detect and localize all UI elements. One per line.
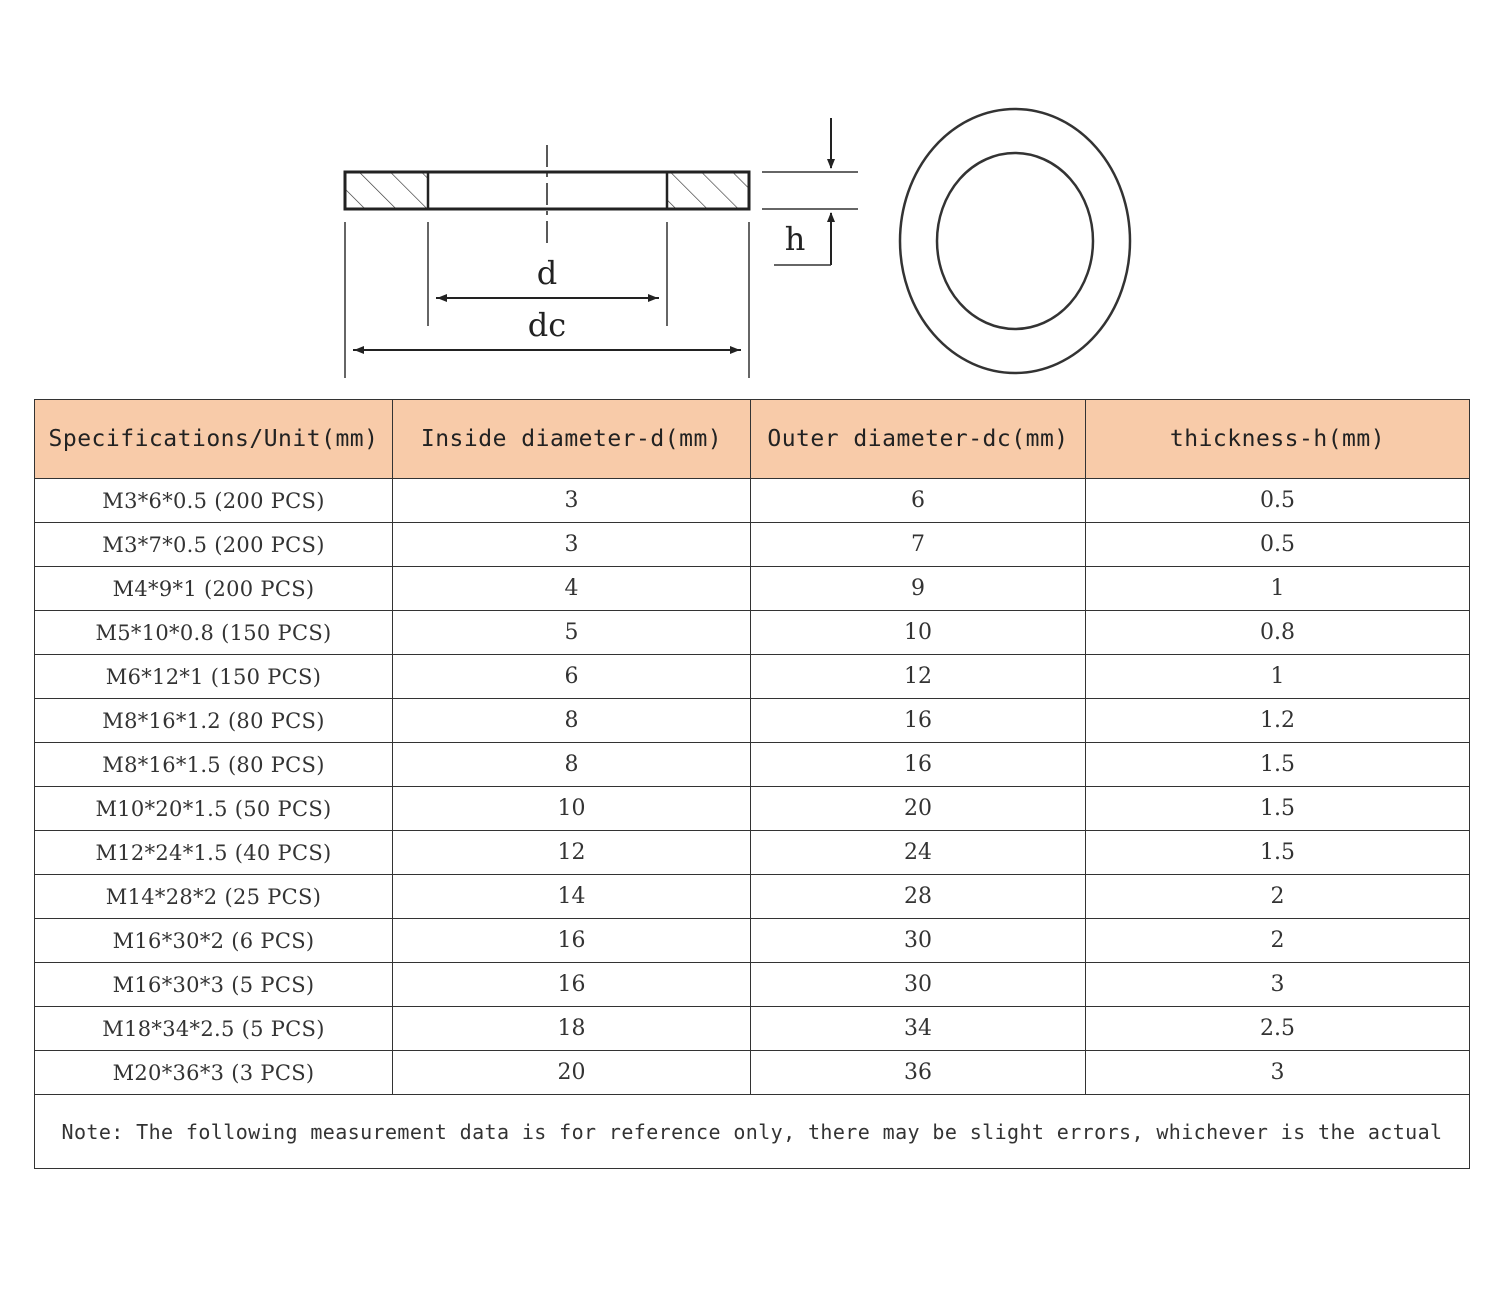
outer-circle <box>900 109 1130 373</box>
table-row <box>35 567 1470 611</box>
cell-d: 16 <box>393 963 751 1007</box>
label-dc: dc <box>527 306 567 344</box>
cell-d: 16 <box>393 919 751 963</box>
cell-spec: M18*34*2.5 (5 PCS) <box>35 1007 393 1051</box>
cell-d: 8 <box>393 699 751 743</box>
cell-spec: M8*16*1.2 (80 PCS) <box>35 699 393 743</box>
cell-dc: 24 <box>751 831 1086 875</box>
cell-spec: M20*36*3 (3 PCS) <box>35 1051 393 1095</box>
cell-spec: M10*20*1.5 (50 PCS) <box>35 787 393 831</box>
table-row <box>35 1007 1470 1051</box>
table-row <box>35 875 1470 919</box>
cell-spec: M14*28*2 (25 PCS) <box>35 875 393 919</box>
cell-dc: 16 <box>751 699 1086 743</box>
note-text: Note: The following measurement data is for reference only, there may be slight errors, whichever is the actual <box>35 1095 1470 1169</box>
cell-d: 12 <box>393 831 751 875</box>
cell-h: 1 <box>1086 655 1470 699</box>
cell-h: 0.5 <box>1086 523 1470 567</box>
washer-hatch-right <box>667 172 749 209</box>
header-inside-diameter: Inside diameter-d(mm) <box>393 400 751 479</box>
cell-d: 6 <box>393 655 751 699</box>
washer-hatch-left <box>345 172 428 209</box>
cell-d: 10 <box>393 787 751 831</box>
cell-h: 2.5 <box>1086 1007 1470 1051</box>
cell-dc: 30 <box>751 919 1086 963</box>
cell-dc: 9 <box>751 567 1086 611</box>
cell-d: 14 <box>393 875 751 919</box>
washer-side-view <box>345 145 749 248</box>
washer-top-view <box>900 109 1130 373</box>
table-row <box>35 479 1470 523</box>
cell-h: 0.5 <box>1086 479 1470 523</box>
cell-h: 0.8 <box>1086 611 1470 655</box>
table-row <box>35 743 1470 787</box>
cell-dc: 10 <box>751 611 1086 655</box>
cell-spec: M8*16*1.5 (80 PCS) <box>35 743 393 787</box>
cell-d: 18 <box>393 1007 751 1051</box>
cell-d: 3 <box>393 479 751 523</box>
cell-d: 20 <box>393 1051 751 1095</box>
cell-d: 5 <box>393 611 751 655</box>
cell-h: 2 <box>1086 919 1470 963</box>
table-header-row <box>35 400 1470 479</box>
cell-h: 1.5 <box>1086 743 1470 787</box>
cell-dc: 16 <box>751 743 1086 787</box>
label-d: d <box>536 254 558 292</box>
cell-dc: 28 <box>751 875 1086 919</box>
cell-h: 3 <box>1086 1051 1470 1095</box>
cell-spec: M4*9*1 (200 PCS) <box>35 567 393 611</box>
note-row <box>35 1095 1470 1169</box>
cell-dc: 7 <box>751 523 1086 567</box>
cell-h: 1.5 <box>1086 787 1470 831</box>
cell-dc: 34 <box>751 1007 1086 1051</box>
cell-spec: M3*7*0.5 (200 PCS) <box>35 523 393 567</box>
label-h: h <box>784 220 806 258</box>
cell-h: 1.2 <box>1086 699 1470 743</box>
cell-h: 1.5 <box>1086 831 1470 875</box>
cell-spec: M16*30*3 (5 PCS) <box>35 963 393 1007</box>
table-row <box>35 831 1470 875</box>
cell-dc: 20 <box>751 787 1086 831</box>
cell-dc: 12 <box>751 655 1086 699</box>
cell-dc: 6 <box>751 479 1086 523</box>
cell-h: 3 <box>1086 963 1470 1007</box>
cell-spec: M6*12*1 (150 PCS) <box>35 655 393 699</box>
cell-dc: 30 <box>751 963 1086 1007</box>
header-thickness: thickness-h(mm) <box>1086 400 1470 479</box>
table-row <box>35 1051 1470 1095</box>
header-outer-diameter: Outer diameter-dc(mm) <box>751 400 1086 479</box>
header-spec: Specifications/Unit(mm) <box>35 400 393 479</box>
cell-spec: M12*24*1.5 (40 PCS) <box>35 831 393 875</box>
cell-d: 4 <box>393 567 751 611</box>
cell-h: 2 <box>1086 875 1470 919</box>
washer-diagram <box>0 0 1500 400</box>
cell-dc: 36 <box>751 1051 1086 1095</box>
cell-h: 1 <box>1086 567 1470 611</box>
dimension-dc <box>345 222 749 378</box>
table-row <box>35 919 1470 963</box>
cell-d: 8 <box>393 743 751 787</box>
table-row <box>35 787 1470 831</box>
inner-circle <box>937 153 1093 329</box>
table-row <box>35 523 1470 567</box>
dimension-h <box>762 118 858 265</box>
cell-spec: M16*30*2 (6 PCS) <box>35 919 393 963</box>
cell-spec: M5*10*0.8 (150 PCS) <box>35 611 393 655</box>
table-row <box>35 699 1470 743</box>
spec-table <box>34 399 1470 1169</box>
cell-spec: M3*6*0.5 (200 PCS) <box>35 479 393 523</box>
table-row <box>35 655 1470 699</box>
table-row <box>35 611 1470 655</box>
table-row <box>35 963 1470 1007</box>
cell-d: 3 <box>393 523 751 567</box>
